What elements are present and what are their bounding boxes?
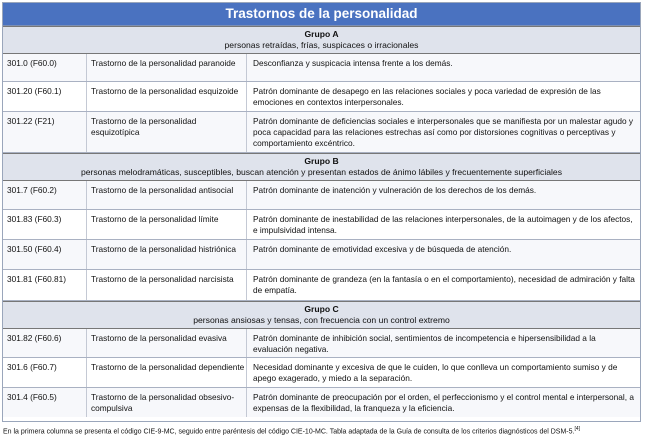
footnote: [3, 424, 643, 437]
code-cell: 301.83 (F60.3): [3, 210, 87, 239]
disorder-cell: Trastorno de la personalidad paranoide: [87, 54, 247, 81]
table-row: [3, 388, 640, 417]
description-cell: Patrón dominante de inestabilidad de las relaciones interpersonales, de la autoimagen y de los afectos, e impulsividad intensa.: [253, 214, 633, 235]
table-row: [3, 270, 640, 301]
group-a: [3, 26, 640, 153]
code-cell: 301.82 (F60.6): [3, 329, 87, 357]
group-name: Grupo B: [304, 156, 339, 166]
group-header: [3, 26, 640, 54]
disorder-cell: Trastorno de la personalidad límite: [87, 210, 247, 239]
description-cell: Necesidad dominante y excesiva de que le cuiden, lo que conlleva un comportamiento sumiso y de apego exagerado, y miedo a la separación.: [253, 362, 618, 383]
code-cell: 301.4 (F60.5): [3, 388, 87, 417]
description-cell: Patrón dominante de grandeza (en la fantasía o en el comportamiento), necesidad de admiración y falta de empatía.: [253, 274, 635, 295]
description-cell: Patrón dominante de inhibición social, sentimientos de incompetencia e hipersensibilidad a la evaluación negativa.: [253, 333, 596, 354]
group-header: [3, 301, 640, 329]
table-row: [3, 358, 640, 388]
personality-disorders-table: [2, 2, 641, 422]
group-b: [3, 153, 640, 301]
group-rows: [3, 329, 640, 417]
group-description: personas melodramáticas, susceptibles, buscan atención y presentan estados de ánimo lábiles y frecuentemente superficiales: [80, 167, 563, 177]
code-cell: 301.0 (F60.0): [3, 54, 87, 81]
table-row: [3, 210, 640, 240]
group-header: [3, 153, 640, 181]
group-description: personas retraídas, frías, suspicaces o irracionales: [224, 40, 419, 50]
group-c: [3, 301, 640, 417]
disorder-cell: Trastorno de la personalidad narcisista: [87, 270, 247, 300]
group-rows: [3, 181, 640, 301]
code-cell: 301.6 (F60.7): [3, 358, 87, 387]
disorder-cell: Trastorno de la personalidad esquizotípica: [87, 112, 247, 152]
table-row: [3, 329, 640, 358]
disorder-cell: Trastorno de la personalidad esquizoide: [87, 82, 247, 111]
group-rows: [3, 54, 640, 153]
group-name: Grupo A: [304, 29, 339, 39]
table-row: [3, 112, 640, 153]
description-cell: Patrón dominante de emotividad excesiva y de búsqueda de atención.: [253, 244, 512, 254]
footnote-reference[interactable]: [4]: [574, 426, 581, 432]
code-cell: 301.22 (F21): [3, 112, 87, 152]
disorder-cell: Trastorno de la personalidad evasiva: [87, 329, 247, 357]
table-row: [3, 82, 640, 112]
description-cell: Patrón dominante de desapego en las relaciones sociales y poca variedad de expresión de las emociones en contextos interpersonales.: [253, 86, 601, 107]
code-cell: 301.20 (F60.1): [3, 82, 87, 111]
description-cell: Patrón dominante de preocupación por el orden, el perfeccionismo y el control mental e interpersonal, a expensas de la flexibilidad, la franqueza y la eficiencia.: [253, 392, 634, 413]
description-cell: Desconfianza y suspicacia intensa frente a los demás.: [253, 58, 453, 68]
disorder-cell: Trastorno de la personalidad dependiente: [87, 358, 247, 387]
table-row: [3, 54, 640, 82]
description-cell: Patrón dominante de deficiencias sociales e interpersonales que se manifiesta por un malestar agudo y poca capacidad para las relaciones estrechas así como por distorsiones cognitivas o perceptivas y comportamiento excéntrico.: [253, 116, 634, 148]
table-row: [3, 181, 640, 210]
description-cell: Patrón dominante de inatención y vulneración de los derechos de los demás.: [253, 185, 537, 195]
table-row: [3, 240, 640, 270]
code-cell: 301.81 (F60.81): [3, 270, 87, 300]
table-title: Trastornos de la personalidad: [3, 3, 640, 26]
code-cell: 301.7 (F60.2): [3, 181, 87, 209]
footnote-text: En la primera columna se presenta el código CIE-9-MC, seguido entre paréntesis del código CIE-10-MC. Tabla adaptada de la Guía de consulta de los criterios diagnósticos del DSM-5.: [3, 428, 575, 436]
group-name: Grupo C: [304, 304, 339, 314]
code-cell: 301.50 (F60.4): [3, 240, 87, 269]
disorder-cell: Trastorno de la personalidad histriónica: [87, 240, 247, 269]
disorder-cell: Trastorno de la personalidad antisocial: [87, 181, 247, 209]
group-description: personas ansiosas y tensas, con frecuencia con un control extremo: [193, 315, 450, 325]
disorder-cell: Trastorno de la personalidad obsesivo-compulsiva: [87, 388, 247, 417]
